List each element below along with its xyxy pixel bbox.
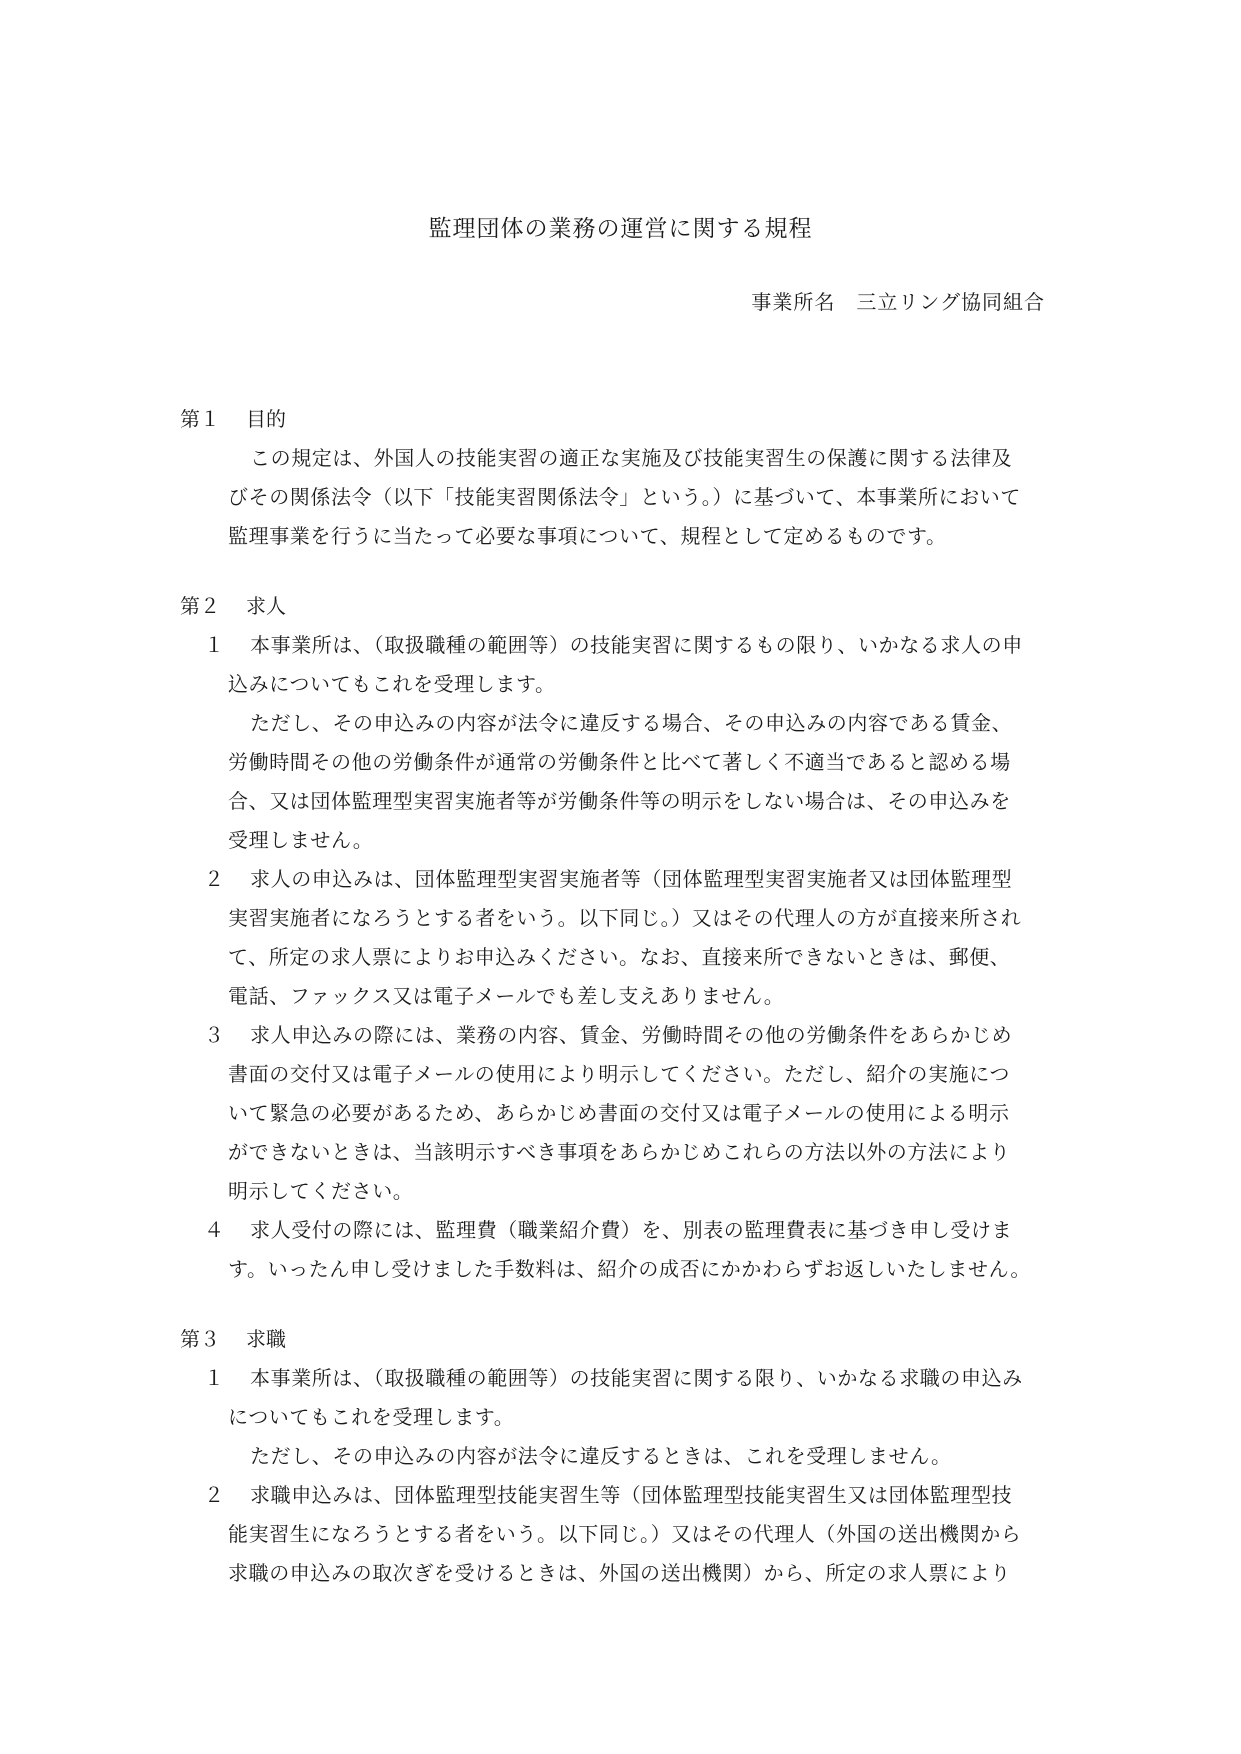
paragraph-line: 監理事業を行うに当たって必要な事項について、規程として定めるものです。: [228, 524, 947, 548]
paragraph-line: て、所定の求人票によりお申込みください。なお、直接来所できないときは、郵便、: [228, 945, 1011, 969]
section-number: 第１: [180, 407, 220, 431]
document-title: 監理団体の業務の運営に関する規程: [428, 216, 813, 242]
list-item: １ 本事業所は、（取扱職種の範囲等）の技能実習に関するもの限り、いかなる求人の申: [204, 629, 1023, 658]
section-title: 求人: [246, 594, 286, 618]
item-number: １: [204, 1366, 225, 1390]
paragraph-line: 込みについてもこれを受理します。: [228, 672, 556, 696]
list-item: １ 本事業所は、（取扱職種の範囲等）の技能実習に関する限り、いかなる求職の申込み: [204, 1362, 1023, 1391]
paragraph-line: 電話、ファックス又は電子メールでも差し支えありません。: [228, 984, 785, 1008]
item-number: ２: [204, 867, 225, 891]
organization-name: 事業所名 三立リング協同組合: [751, 290, 1045, 314]
paragraph-line: 実習実施者になろうとする者をいう。以下同じ。）又はその代理人の方が直接来所され: [228, 906, 1022, 930]
item-number: ２: [204, 1483, 225, 1507]
paragraph-line: 労働時間その他の労働条件が通常の労働条件と比べて著しく不適当であると認める場: [228, 750, 1011, 774]
paragraph-line: 書面の交付又は電子メールの使用により明示してください。ただし、紹介の実施につ: [228, 1062, 1010, 1086]
paragraph-line: す。いったん申し受けました手数料は、紹介の成否にかかわらずお返しいたしません。: [228, 1257, 1031, 1281]
section-heading-job-seeking: [180, 1323, 286, 1352]
paragraph-line: ただし、その申込みの内容が法令に違反する場合、その申込みの内容である賃金、: [250, 711, 1013, 735]
paragraph-line: についてもこれを受理します。: [228, 1405, 515, 1429]
section-number: 第２: [180, 594, 220, 618]
paragraph-line: 能実習生になろうとする者をいう。以下同じ。）又はその代理人（外国の送出機関から: [228, 1522, 1022, 1546]
paragraph-line: びその関係法令（以下「技能実習関係法令」という。）に基づいて、本事業所において: [228, 485, 1021, 509]
section-title: 求職: [246, 1327, 286, 1351]
list-item: ３ 求人申込みの際には、業務の内容、賃金、労働時間その他の労働条件をあらかじめ: [204, 1019, 1012, 1048]
item-number: ４: [204, 1218, 225, 1242]
paragraph-line: 求職の申込みの取次ぎを受けるときは、外国の送出機関）から、所定の求人票により: [228, 1561, 1011, 1585]
section-title: 目的: [246, 407, 286, 431]
section-number: 第３: [180, 1327, 220, 1351]
list-item: ２ 求職申込みは、団体監理型技能実習生等（団体監理型技能実習生又は団体監理型技: [204, 1479, 1012, 1508]
section-heading-purpose: [180, 403, 286, 432]
paragraph-line: 合、又は団体監理型実習実施者等が労働条件等の明示をしない場合は、その申込みを: [228, 789, 1011, 813]
paragraph-line: いて緊急の必要があるため、あらかじめ書面の交付又は電子メールの使用による明示: [228, 1101, 1010, 1125]
item-number: １: [204, 633, 225, 657]
paragraph-line: ができないときは、当該明示すべき事項をあらかじめこれらの方法以外の方法により: [228, 1140, 1011, 1164]
section-heading-job-offer: [180, 590, 286, 619]
paragraph-line: ただし、その申込みの内容が法令に違反するときは、これを受理しません。: [250, 1444, 952, 1468]
list-item: ４ 求人受付の際には、監理費（職業紹介費）を、別表の監理費表に基づき申し受けま: [204, 1214, 1012, 1243]
paragraph-line: 受理しません。: [228, 828, 374, 852]
list-item: ２ 求人の申込みは、団体監理型実習実施者等（団体監理型実習実施者又は団体監理型: [204, 863, 1012, 892]
paragraph-line: この規定は、外国人の技能実習の適正な実施及び技能実習生の保護に関する法律及: [250, 446, 1013, 470]
item-number: ３: [204, 1023, 225, 1047]
paragraph-line: 明示してください。: [228, 1179, 414, 1203]
